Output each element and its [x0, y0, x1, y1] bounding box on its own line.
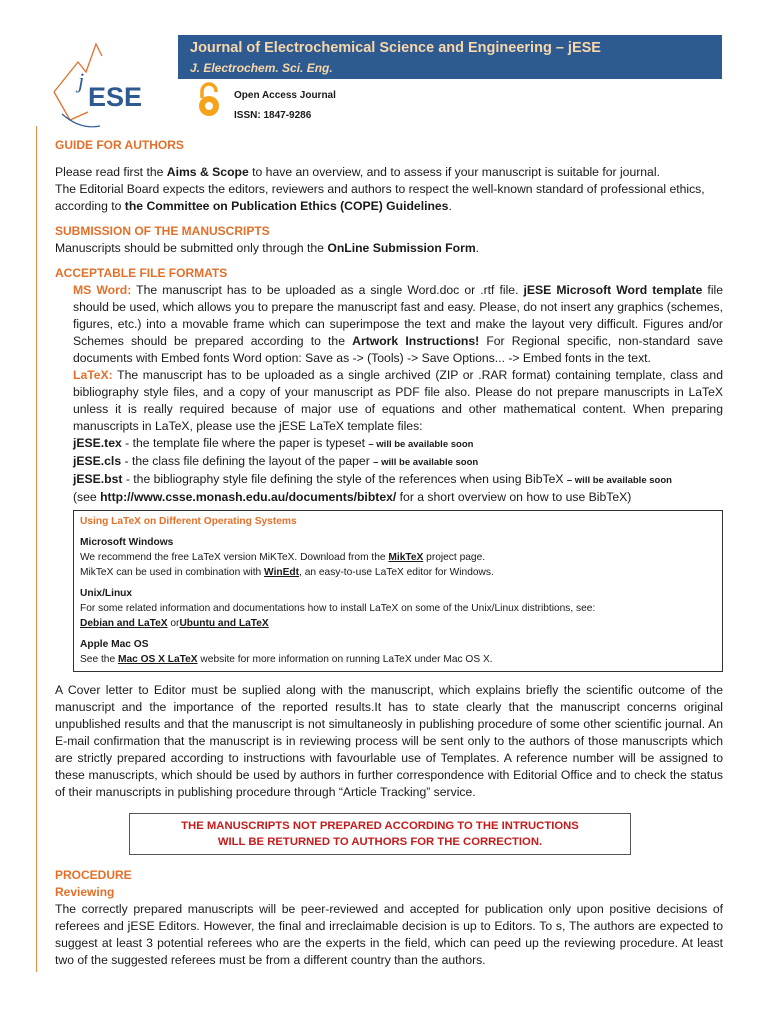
guide-content — [55, 137, 723, 969]
open-access-lock-icon — [196, 82, 222, 118]
reviewing-subheading: Reviewing — [55, 885, 115, 899]
aims-scope-link[interactable]: Aims & Scope — [166, 165, 249, 179]
miktex-link[interactable]: MikTeX — [388, 552, 424, 563]
bibtex-reference: (see http://www.csse.monash.edu.au/documents/bibtex/ for a short overview on how to use BibTeX) — [73, 490, 632, 504]
warning-line-2: WILL BE RETURNED TO AUTHORS FOR THE CORRECTION. — [217, 836, 543, 848]
cope-guidelines-link[interactable]: the Committee on Publication Ethics (COPE) Guidelines — [124, 199, 449, 213]
latex-os-heading: Using LaTeX on Different Operating Systems — [80, 516, 297, 527]
jese-logo — [40, 34, 170, 134]
msword-paragraph: MS Word: The manuscript has to be uploaded as a single Word.doc or .rtf file. jESE Microsoft Word template file should be used, which allows you to prepare the manuscript fast and easy. Please, do not insert any graphics (schemes, figures, etc.) into a movable frame which can superimpose the text and make the layout very difficult. Figures and/or Schemes should be prepared according to the Artwork Instructions! For Regional specific, non-standard save documents with Embed fonts Word option: Save as -> (Tools) -> Save Options... -> Embed fonts in the text. — [73, 283, 724, 365]
journal-abbreviation: J. Electrochem. Sci. Eng. — [190, 61, 333, 75]
cls-file-link[interactable]: jESE.cls — [73, 454, 122, 468]
submission-text: Manuscripts should be submitted only through the OnLine Submission Form. — [55, 241, 480, 255]
submission-heading: SUBMISSION OF THE MANUSCRIPTS — [55, 224, 270, 238]
guide-intro-2: The Editorial Board expects the editors, reviewers and authors to respect the well-known standard of professional ethics, according to the Committee on Publication Ethics (COPE) Guidelines. — [55, 182, 705, 213]
mac-title: Apple Mac OS — [80, 639, 149, 650]
windows-line-1: We recommend the free LaTeX version MiKTeX. Download from the MikTeX project page. — [80, 552, 486, 563]
open-access-label: Open Access Journal — [234, 90, 336, 101]
windows-line-2: MikTeX can be used in combination with WinEdt, an easy-to-use LaTeX editor for Windows. — [80, 567, 494, 578]
file-item: jESE.tex - the template file where the paper is typeset – will be available soon — [73, 436, 474, 450]
guide-intro-1: Please read first the Aims & Scope to have an overview, and to assess if your manuscript is suitable for journal. — [55, 165, 660, 179]
bst-file-link[interactable]: jESE.bst — [73, 472, 123, 486]
artwork-instructions-link[interactable]: Artwork Instructions! — [352, 334, 480, 348]
cover-letter-paragraph: A Cover letter to Editor must be suplied along with the manuscript, which explains briefly the scientific outcome of the manuscript and the importance of the reported results.It has to state clearly that the manuscript concerns original unpublished results and that the manuscript is not simultaneosly in publishing procedure of some other scientific journal. An E-mail confirmation that the manuscript is in reviewing process will be sent only to the authors of those manuscripts which are strictly prepared according to instructions with favourlable use of Templates. A reference number will be assigned to these manuscripts, which should be used by authors in further correspondence with Editorial Office and to check the status of their manuscripts in publishing procedure through “Article Tracking” service. — [55, 683, 723, 799]
file-item: jESE.bst - the bibliography style file defining the style of the references when using BibTeX – will be available soon — [73, 472, 672, 486]
left-margin-rule — [36, 126, 37, 972]
journal-title: Journal of Electrochemical Science and Engineering – jESE — [190, 40, 601, 56]
windows-title: Microsoft Windows — [80, 537, 174, 548]
bibtex-url-link[interactable]: http://www.csse.monash.edu.au/documents/bibtex/ — [100, 490, 397, 504]
unix-line-1: For some related information and documentations how to install LaTeX on some of the Unix/Linux distribtions, see: — [80, 603, 596, 614]
latex-os-box — [73, 510, 723, 672]
ubuntu-latex-link[interactable]: Ubuntu and LaTeX — [179, 618, 269, 629]
reviewing-paragraph: The correctly prepared manuscripts will be peer-reviewed and accepted for publication only upon positive decisions of referees and jESE Editors. However, the final and irreclaimable decision is up to Editors. To s, The authors are expected to suggest at least 3 potential referees who are the experts in the field, which can peed up the reviewing procedure. At least two of the suggested referees must be from a different country than the authors. — [55, 902, 723, 967]
warning-line-1: THE MANUSCRIPTS NOT PREPARED ACCORDING TO THE INTRUCTIONS — [181, 820, 579, 832]
issn-label: ISSN: 1847-9286 — [234, 110, 312, 121]
procedure-heading: PROCEDURE — [55, 868, 132, 882]
debian-latex-link[interactable]: Debian and LaTeX — [80, 618, 168, 629]
file-item: jESE.cls - the class file defining the layout of the paper – will be available soon — [73, 454, 479, 468]
latex-paragraph: LaTeX: The manuscript has to be uploaded as a single archived (ZIP or .RAR format) containing template, class and bibliography style files, and a copy of your manuscript as PDF file also. Please do not prepare manuscripts in LaTeX unless it is really required because of major use of equations and other mathematical content. When preparing manuscripts in LaTeX, please use the jESE LaTeX template files: — [73, 368, 723, 433]
unix-links: Debian and LaTeX orUbuntu and LaTeX — [80, 618, 269, 629]
guide-heading: GUIDE FOR AUTHORS — [55, 138, 184, 152]
journal-meta — [234, 86, 336, 126]
tex-file-link[interactable]: jESE.tex — [73, 436, 122, 450]
online-submission-link[interactable]: OnLine Submission Form — [327, 241, 476, 255]
logo-ese: ESE — [88, 82, 143, 112]
winedt-link[interactable]: WinEdt — [264, 567, 300, 578]
warning-box — [129, 813, 631, 855]
word-template-link[interactable]: jESE Microsoft Word template — [523, 283, 703, 297]
unix-title: Unix/Linux — [80, 588, 133, 599]
logo-j: j — [78, 68, 85, 93]
journal-title-bar — [178, 35, 722, 79]
file-formats-heading: ACCEPTABLE FILE FORMATS — [55, 266, 228, 280]
mac-latex-link[interactable]: Mac OS X LaTeX — [117, 654, 198, 665]
mac-line: See the Mac OS X LaTeX website for more information on running LaTeX under Mac OS X. — [80, 654, 493, 665]
